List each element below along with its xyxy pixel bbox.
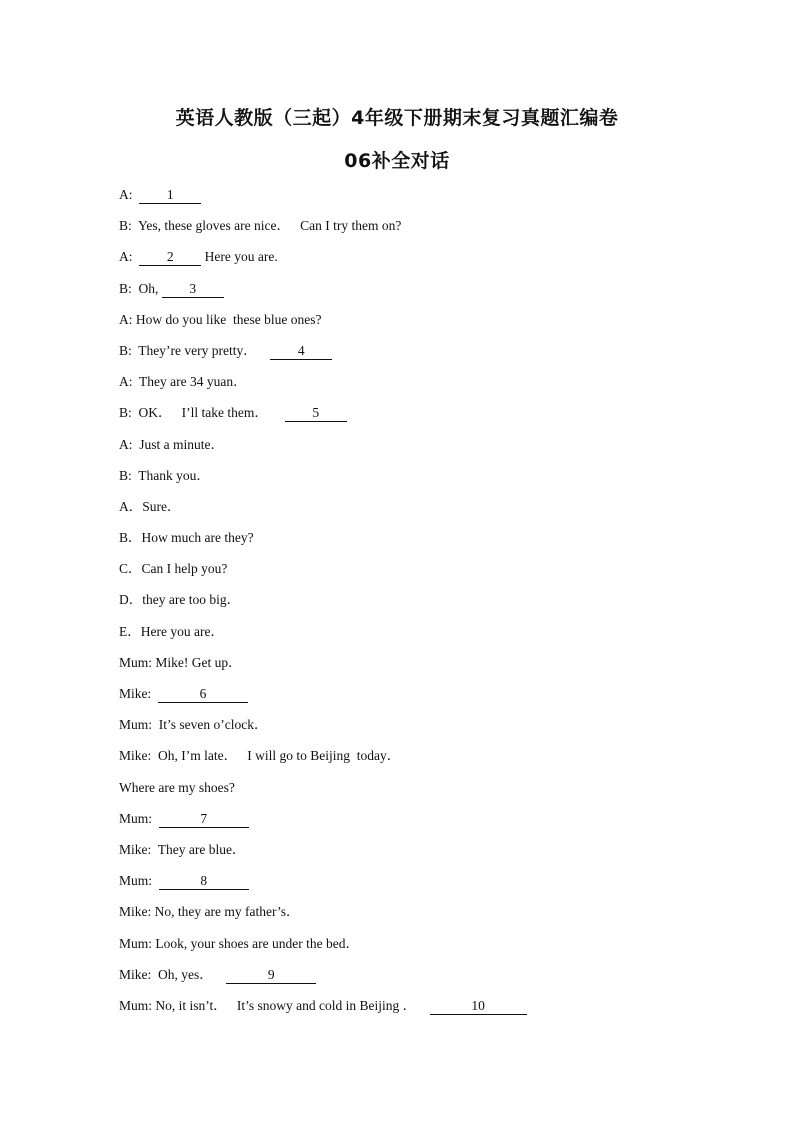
dialogue-line <box>119 901 739 932</box>
dialogue-line <box>119 652 739 683</box>
line-text: B: They’re very pretty． <box>119 342 271 358</box>
dialogue-line <box>119 933 739 964</box>
page-title: 英语人教版（三起）4年级下册期末复习真题汇编卷 <box>175 107 619 129</box>
dialogue-line <box>119 434 739 465</box>
dialogue-line <box>119 808 739 839</box>
dialogue-line <box>119 184 739 215</box>
option-text: C．Can I help you? <box>119 561 228 577</box>
dialogue-line <box>119 683 739 714</box>
dialogue-line <box>119 870 739 901</box>
option-line <box>119 527 739 558</box>
line-text: Mum: No, it isn’t． It’s snowy and cold in Beijing ． <box>119 997 430 1013</box>
option-line <box>119 589 739 620</box>
answer-blank-6: 6 <box>158 686 248 703</box>
line-text: Mum: <box>119 810 159 826</box>
option-line <box>119 621 739 652</box>
dialogue-line <box>119 309 739 340</box>
line-text: B: OK． I’ll take them． <box>119 405 285 421</box>
option-text: B．How much are they? <box>119 530 254 546</box>
line-text: Mike: <box>119 686 158 701</box>
answer-blank-1: 1 <box>139 187 201 204</box>
dialogue-line <box>119 402 739 433</box>
option-text: D．they are too big． <box>119 592 241 608</box>
line-text: A: How do you like these blue ones? <box>119 311 322 327</box>
answer-blank-5: 5 <box>285 405 347 422</box>
line-text: Mike: Oh, yes． <box>119 966 227 982</box>
line-text: Mum: It’s seven o’clock． <box>119 717 268 733</box>
line-text: Mum: <box>119 873 159 889</box>
dialogue-line <box>119 714 739 745</box>
dialogue-line <box>119 215 739 246</box>
line-text: Mum: Look, your shoes are under the bed． <box>119 935 359 951</box>
option-line <box>119 496 739 527</box>
dialogue-line <box>119 777 739 808</box>
line-text: B: Thank you． <box>119 467 210 483</box>
line-text: B: Oh, <box>119 280 162 296</box>
line-text: Mum: Mike! Get up． <box>119 654 242 670</box>
answer-blank-2: 2 <box>139 249 201 266</box>
line-text: A: <box>119 187 140 202</box>
dialogue-line <box>119 964 739 995</box>
line-text: Mike: They are blue． <box>119 841 246 857</box>
option-text: A．Sure． <box>119 498 181 514</box>
dialogue-line <box>119 371 739 402</box>
answer-blank-8: 8 <box>159 873 249 890</box>
line-text: Here you are. <box>201 249 278 265</box>
dialogue-line <box>119 839 739 870</box>
option-line <box>119 558 739 589</box>
line-text: B: Yes, these gloves are nice． Can I try them on? <box>119 218 402 234</box>
line-text: A: They are 34 yuan． <box>119 374 247 390</box>
dialogue-line <box>119 995 739 1026</box>
answer-blank-3: 3 <box>162 281 224 298</box>
option-text: E．Here you are． <box>119 623 224 639</box>
answer-blank-9: 9 <box>226 967 316 984</box>
line-text: Mike: Oh, I’m late． I will go to Beijing today． <box>119 748 401 764</box>
answer-blank-7: 7 <box>159 811 249 828</box>
line-text: Where are my shoes? <box>119 779 235 795</box>
line-text: A: <box>119 249 140 265</box>
page-subtitle: 06补全对话 <box>344 150 450 172</box>
dialogue-line <box>119 465 739 496</box>
dialogue-line <box>119 340 739 371</box>
line-text: Mike: No, they are my father’s． <box>119 904 300 920</box>
answer-blank-4: 4 <box>270 343 332 360</box>
answer-blank-10: 10 <box>430 998 527 1015</box>
dialogue-list <box>119 184 739 1026</box>
line-text: A: Just a minute． <box>119 436 224 452</box>
dialogue-line <box>119 745 739 776</box>
dialogue-line <box>119 246 739 277</box>
dialogue-line <box>119 278 739 309</box>
